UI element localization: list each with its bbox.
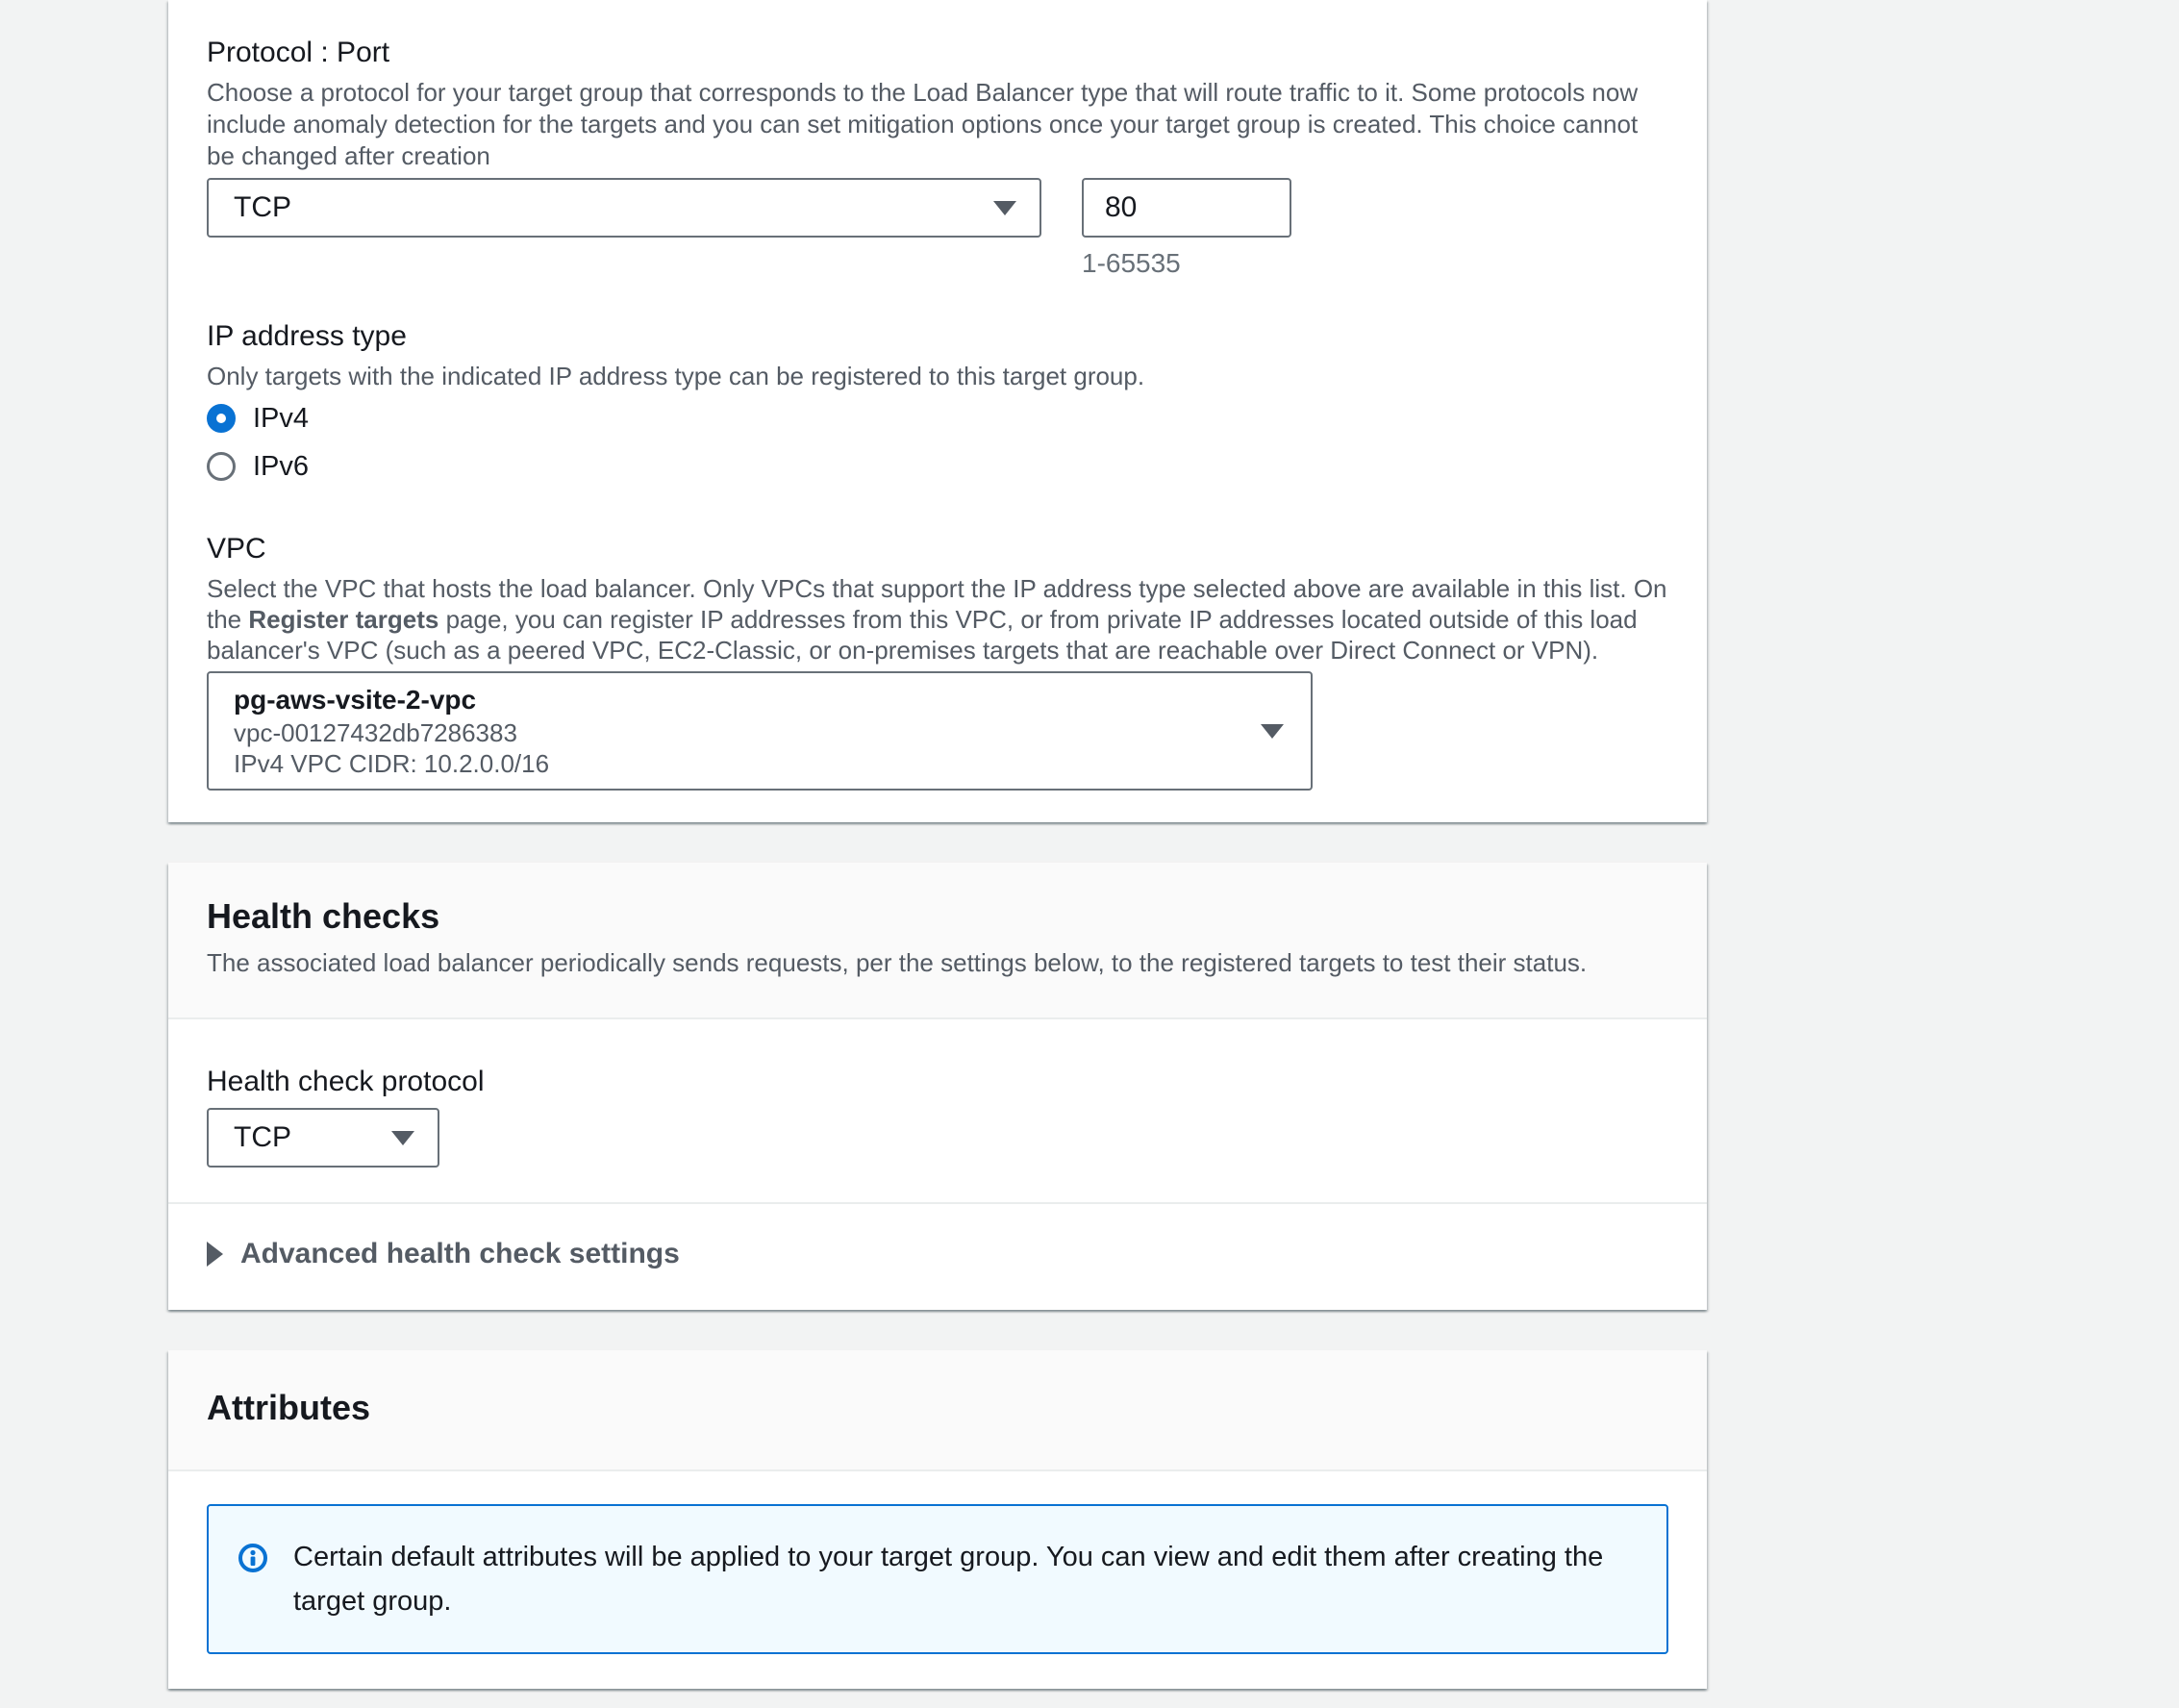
chevron-down-icon [391, 1131, 414, 1145]
protocol-select[interactable] [207, 178, 1041, 238]
attributes-title: Attributes [207, 1388, 370, 1427]
vpc-description [207, 573, 1668, 666]
protocol-port-label: Protocol : Port [207, 37, 390, 68]
health-checks-header [168, 863, 1707, 1019]
protocol-select-value: TCP [234, 191, 291, 223]
health-check-protocol-select[interactable] [207, 1108, 439, 1168]
attributes-content [168, 1471, 1707, 1689]
port-column [1082, 178, 1291, 280]
caret-right-icon [207, 1242, 223, 1267]
port-range-hint: 1-65535 [1082, 248, 1181, 278]
vpc-select-value [234, 683, 549, 779]
vpc-id: vpc-00127432db7286383 [234, 718, 517, 747]
advanced-health-check-label: Advanced health check settings [240, 1238, 680, 1269]
ip-address-type-label: IP address type [207, 320, 407, 352]
form-column [168, 0, 1707, 1689]
radio-label-ipv6: IPv6 [253, 450, 310, 482]
health-checks-description: The associated load balancer periodically sends requests, per the settings below, to the registered targets to test their status. [207, 948, 1588, 977]
ip-address-type-radio-group [207, 394, 1668, 490]
radio-option-ipv6[interactable] [207, 442, 1668, 490]
chevron-down-icon [1261, 724, 1284, 739]
protocol-port-row [207, 178, 1668, 280]
vpc-description-register-targets: Register targets [248, 605, 439, 634]
vpc-label: VPC [207, 533, 266, 565]
health-checks-content [168, 1019, 1707, 1204]
radio-option-ipv4[interactable] [207, 394, 1668, 442]
protocol-port-description: Choose a protocol for your target group that corresponds to the Load Balancer type that will route traffic to it. Some protocols now include anomaly detection for the targets and you can set mitigation options once your target group is created. This choice cannot be changed after creation [207, 78, 1639, 170]
vpc-name: pg-aws-vsite-2-vpc [234, 685, 477, 715]
health-check-protocol-label: Health check protocol [207, 1066, 485, 1097]
attributes-header [168, 1350, 1707, 1471]
attributes-card [168, 1350, 1707, 1689]
health-check-protocol-value: TCP [234, 1121, 291, 1153]
port-input[interactable] [1082, 178, 1291, 238]
attributes-alert-text: Certain default attributes will be applied to your target group. You can view and edit them after creating the target group. [293, 1542, 1604, 1617]
radio-label-ipv4: IPv4 [253, 402, 310, 434]
vpc-select[interactable] [207, 671, 1313, 791]
vpc-description-part2: page, you can register IP addresses from this VPC, or from private IP addresses located outside of this load balancer's VPC (such as a peered VPC, EC2-Classic, or on-premises targets that are reachable over Direct Connect or VPN). [207, 605, 1638, 665]
vpc-description-part1: Select the VPC that hosts the load balancer. Only VPCs that support the IP address type selected above are available in this list. On the [207, 574, 1667, 634]
info-icon [238, 1543, 268, 1573]
advanced-health-check-expander[interactable] [207, 1233, 1668, 1275]
health-checks-footer [168, 1204, 1707, 1310]
radio-unselected-icon[interactable] [207, 452, 236, 481]
health-checks-card [168, 863, 1707, 1310]
health-checks-title: Health checks [207, 896, 440, 936]
basic-configuration-card [168, 0, 1707, 822]
chevron-down-icon [993, 201, 1016, 215]
ip-address-type-description: Only targets with the indicated IP address type can be registered to this target group. [207, 362, 1145, 390]
radio-selected-icon[interactable] [207, 404, 236, 433]
vpc-cidr: IPv4 VPC CIDR: 10.2.0.0/16 [234, 749, 550, 778]
attributes-info-alert [207, 1504, 1668, 1654]
